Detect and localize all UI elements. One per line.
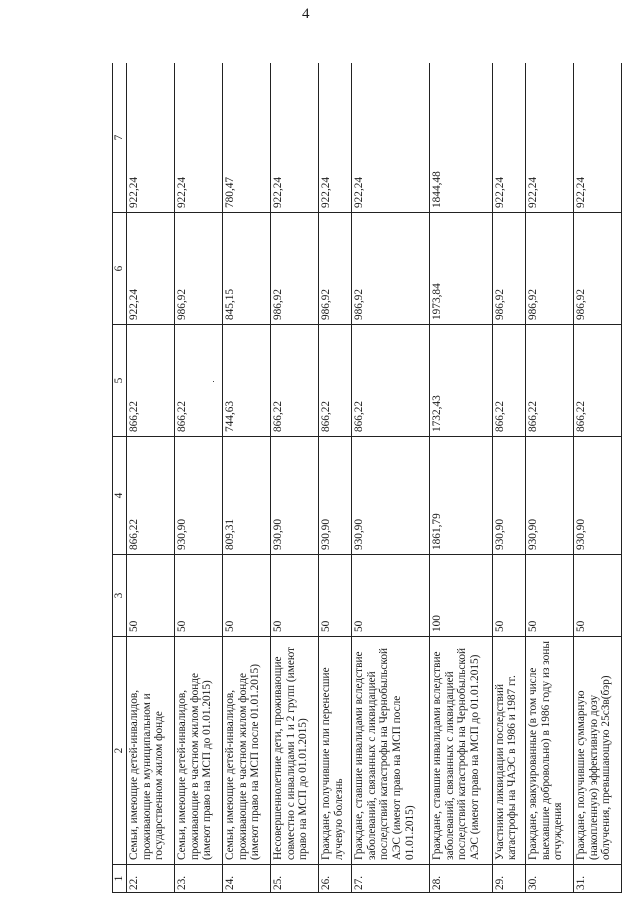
table-row: [429, 63, 492, 893]
row-number: 30.: [525, 865, 573, 893]
table-row: [223, 63, 271, 893]
category-name: Несовершеннолетние дети, проживающие совместно с инвалидами 1 и 2 групп (имеют право на МСП до 01.01.2015): [271, 637, 319, 865]
cell-col4: 930,90: [271, 437, 319, 555]
row-number: 27.: [352, 865, 430, 893]
col-header: 1: [113, 865, 127, 893]
cell-col4: 930,90: [352, 437, 430, 555]
col-header: 2: [113, 637, 127, 865]
row-number: 25.: [271, 865, 319, 893]
cell-col5: 866,22: [525, 325, 573, 437]
cell-col4: 1861,79: [429, 437, 492, 555]
cell-col6: 986,92: [319, 213, 352, 325]
cell-col6: 1973,84: [429, 213, 492, 325]
category-name: Семьи, имеющие детей-инвалидов, проживающие в частном жилом фонде (имеют право на МСП до 01.01.2015): [175, 637, 223, 865]
table-row: [525, 63, 573, 893]
cell-col4: 930,90: [175, 437, 223, 555]
cell-col3: 50: [492, 555, 525, 637]
cell-col3: 50: [271, 555, 319, 637]
cell-col3: 50: [573, 555, 621, 637]
table-row: [271, 63, 319, 893]
row-number: 23.: [175, 865, 223, 893]
cell-col6: 986,92: [175, 213, 223, 325]
cell-col3: 50: [127, 555, 175, 637]
cell-col7: 922,24: [271, 63, 319, 213]
cell-col6: 986,92: [352, 213, 430, 325]
cell-col7: 922,24: [525, 63, 573, 213]
cell-col5: 866,22: [175, 325, 223, 437]
cell-col6: 986,92: [492, 213, 525, 325]
cell-col5: 866,22: [127, 325, 175, 437]
cell-col4: 930,90: [492, 437, 525, 555]
cell-col7: 1844,48: [429, 63, 492, 213]
cell-col7: 780,47: [223, 63, 271, 213]
cell-col4: 930,90: [573, 437, 621, 555]
table-row: [127, 63, 175, 893]
cell-col7: 922,24: [352, 63, 430, 213]
cell-col5: 866,22: [492, 325, 525, 437]
benefits-table: [112, 63, 622, 893]
cell-col3: 50: [175, 555, 223, 637]
table-row: [175, 63, 223, 893]
cell-col6: 986,92: [525, 213, 573, 325]
cell-col7: 922,24: [319, 63, 352, 213]
cell-col7: 922,24: [127, 63, 175, 213]
col-header: 4: [113, 437, 127, 555]
cell-col5: 866,22: [352, 325, 430, 437]
cell-col5: 744,63: [223, 325, 271, 437]
cell-col3: 50: [352, 555, 430, 637]
cell-col4: 930,90: [319, 437, 352, 555]
row-number: 24.: [223, 865, 271, 893]
cell-col5: 1732,43: [429, 325, 492, 437]
cell-col6: 922,24: [127, 213, 175, 325]
table-row: [573, 63, 621, 893]
col-header: 3: [113, 555, 127, 637]
cell-col7: 922,24: [492, 63, 525, 213]
table-row: [492, 63, 525, 893]
rotated-table-frame: [112, 63, 622, 893]
col-header: 6: [113, 213, 127, 325]
row-number: 26.: [319, 865, 352, 893]
cell-col4: 809,31: [223, 437, 271, 555]
row-number: 28.: [429, 865, 492, 893]
cell-col6: 845,15: [223, 213, 271, 325]
cell-col5: 866,22: [573, 325, 621, 437]
cell-col4: 866,22: [127, 437, 175, 555]
cell-col3: 50: [525, 555, 573, 637]
category-name: Граждане, ставшие инвалидами вследствие заболеваний, связанных с ликвидацией последствий катастрофы на Чернобыльской АЭС (имеют право на МСП после 01.01.2015): [352, 637, 430, 865]
row-number: 22.: [127, 865, 175, 893]
table-row: [319, 63, 352, 893]
cell-col3: 50: [223, 555, 271, 637]
cell-col6: 986,92: [271, 213, 319, 325]
category-name: Семьи, имеющие детей-инвалидов, проживающие в частном жилом фонде (имеют право на МСП после 01.01.2015): [223, 637, 271, 865]
cell-col3: 50: [319, 555, 352, 637]
cell-col3: 100: [429, 555, 492, 637]
category-name: Участники ликвидации последствий катастрофы на ЧАЭС в 1986 и 1987 гг.: [492, 637, 525, 865]
page-number: 4: [302, 6, 310, 22]
category-name: Граждане, ставшие инвалидами вследствие заболеваний, связанных с ликвидацией последствий катастрофы на Чернобыльской АЭС (имеют право на МСП до 01.01.2015): [429, 637, 492, 865]
category-name: Граждане, эвакуированные (в том числе выехавшие добровольно) в 1986 году из зоны отчуждения: [525, 637, 573, 865]
cell-col7: 922,24: [175, 63, 223, 213]
col-header: 5: [113, 325, 127, 437]
cell-col5: 866,22: [271, 325, 319, 437]
col-header: 7: [113, 63, 127, 213]
cell-col7: 922,24: [573, 63, 621, 213]
category-name: Граждане, получившие или перенесшие лучевую болезнь: [319, 637, 352, 865]
cell-col6: 986,92: [573, 213, 621, 325]
category-name: Граждане, получившие суммарную (накопленную) эффективную дозу облучения, превышающую 25сЗв(бэр): [573, 637, 621, 865]
table-row: [352, 63, 430, 893]
cell-col5: 866,22: [319, 325, 352, 437]
cell-col4: 930,90: [525, 437, 573, 555]
row-number: 31.: [573, 865, 621, 893]
rotated-table-area: [112, 63, 622, 893]
row-number: 29.: [492, 865, 525, 893]
table-header-row: [113, 63, 127, 893]
category-name: Семьи, имеющие детей-инвалидов, проживающие в муниципальном и государственном жилом фонде: [127, 637, 175, 865]
